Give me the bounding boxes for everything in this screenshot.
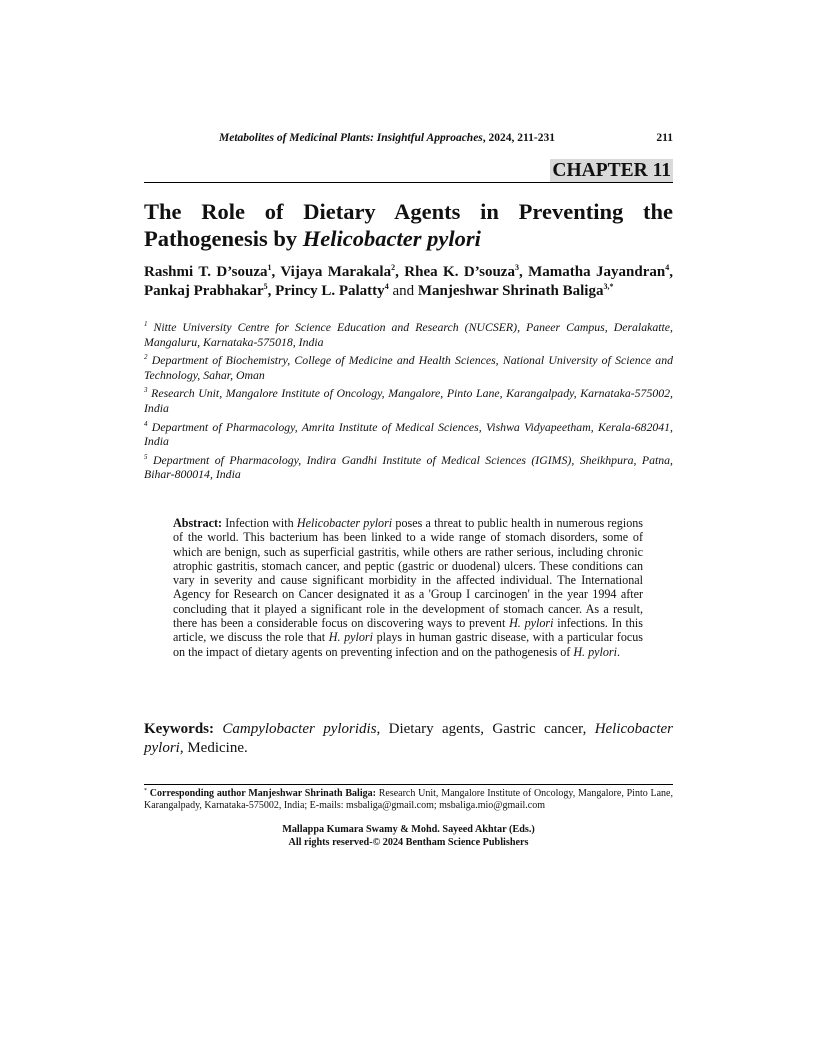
author: [280, 264, 404, 280]
author-affiliation-mark: 3,*: [603, 282, 614, 291]
author-affiliation-mark: 3: [514, 263, 519, 272]
affiliation: [144, 386, 673, 415]
keywords-heading: Keywords:: [144, 721, 214, 737]
title-line-1: The Role of Dietary Agents in Preventing the: [144, 199, 673, 224]
abstract-text: Infection with: [222, 516, 297, 530]
chapter-title: [144, 198, 673, 252]
editors-block: [144, 824, 673, 850]
affiliation-number: 1: [144, 320, 148, 328]
page-number: 211: [656, 132, 673, 144]
footnote-heading: Corresponding author Manjeshwar Shrinath Baliga:: [147, 788, 376, 799]
abstract-organism: H. pylori: [573, 644, 617, 659]
chapter-label: CHAPTER 11: [552, 160, 671, 181]
keyword-text: , Dietary agents, Gastric cancer,: [376, 721, 595, 737]
affiliation-number: 4: [144, 419, 148, 428]
journal-citation: [219, 131, 555, 145]
keyword: Campylobacter pyloridis: [222, 721, 377, 737]
abstract-text: poses a threat to public health in numerous regions of the world. This bacterium has been linked to a wide range of stomach disorders, some of which are benign, such as superficial gastritis, while others are rather serious, including chronic atrophic gastritis, stomach cancer, and peptic (gastric or duodenal) ulcers. These conditions can vary in severity and cause significant morbidity in the affected individual. The International Agency for Research on Cancer designated it as a 'Group I carcinogen' in the year 1994 after concluding that it played a significant role in the development of stomach cancer. As a result, there has been a considerable focus on discovering ways to prevent: [173, 516, 643, 631]
author-separator: ,: [669, 264, 673, 280]
abstract-organism: H. pylori: [509, 616, 554, 631]
affiliation-text: Department of Pharmacology, Indira Gandhi Institute of Medical Sciences (IGIMS), Sheikhpura, Patna, Bihar-800014, India: [144, 452, 674, 482]
author-name: Vijaya Marakala: [280, 264, 392, 280]
abstract-organism: H. pylori: [328, 630, 373, 645]
affiliation-number: 3: [144, 386, 148, 395]
author-separator: ,: [395, 264, 405, 280]
abstract-text: .: [617, 644, 621, 659]
author-name: Rashmi T. D’souza: [144, 264, 268, 280]
author-affiliation-mark: 1: [267, 263, 272, 272]
author: [275, 283, 392, 299]
affiliation-text: Department of Biochemistry, College of Medicine and Health Sciences, National University of Science and Technology, Sahar, Oman: [144, 353, 673, 382]
affiliation: [144, 420, 673, 449]
keyword-text: , Medicine.: [179, 739, 248, 756]
title-organism: Helicobacter pylori: [302, 226, 481, 251]
author: [404, 264, 528, 280]
authors-conjunction: and: [392, 283, 415, 299]
editors-names: Mallappa Kumara Swamy & Mohd. Sayeed Akhtar (Eds.): [282, 824, 535, 835]
author-name: Rhea K. D’souza: [404, 264, 515, 280]
affiliation-number: 2: [144, 353, 148, 362]
author-name: Mamatha Jayandran: [528, 264, 666, 280]
affiliation: [144, 320, 673, 349]
journal-name: Metabolites of Medicinal Plants: Insightful Approaches: [219, 132, 483, 144]
keyword: Helicobacter pylori: [144, 721, 673, 756]
title-line-2: [144, 226, 481, 251]
author-separator: ,: [271, 264, 281, 280]
affiliation-list: [144, 320, 673, 486]
author-affiliation-mark: 4: [384, 282, 389, 291]
abstract-organism: Helicobacter pylori: [296, 516, 393, 530]
affiliation: [144, 353, 673, 382]
keywords: [144, 720, 673, 757]
author-name: Manjeshwar Shrinath Baliga: [417, 283, 604, 299]
affiliation-text: Research Unit, Mangalore Institute of Oncology, Mangalore, Pinto Lane, Karangalpady, Karnataka-575002, India: [144, 386, 673, 415]
affiliation-number: 5: [144, 452, 148, 461]
title-line-2-text: Pathogenesis by: [144, 226, 303, 251]
abstract-text: plays in human gastric disease, with a particular focus on the impact of dietary agents on preventing infection and on the pathogenesis of: [173, 630, 643, 659]
abstract-text: infections. In this article, we discuss the role that: [173, 616, 643, 645]
journal-year-pages: , 2024, 211-231: [482, 132, 555, 144]
abstract: [173, 516, 643, 659]
affiliation-text: Department of Pharmacology, Amrita Institute of Medical Sciences, Vishwa Vidyapeetham, Kerala-682041, India: [144, 419, 673, 449]
author-name: Princy L. Palatty: [275, 283, 385, 299]
author-name: Pankaj Prabhakar: [144, 283, 264, 299]
footnote-mark: *: [144, 788, 147, 794]
author-list: [144, 263, 673, 301]
author: [144, 264, 280, 280]
abstract-heading: Abstract:: [173, 516, 223, 530]
footnote-text: Research Unit, Mangalore Institute of Oncology, Mangalore, Pinto Lane, Karangalpady, Karnataka-575002, India; E-mails: msbaliga@gmail.com; msbaliga.mio@gmail.com: [144, 788, 673, 812]
corresponding-author-footnote: [144, 788, 673, 813]
copyright-line: All rights reserved-© 2024 Bentham Science Publishers: [288, 836, 529, 848]
author: [418, 283, 614, 299]
chapter-divider: [144, 182, 673, 183]
author-affiliation-mark: 4: [665, 263, 670, 272]
author-affiliation-mark: 5: [263, 282, 268, 291]
author-affiliation-mark: 2: [391, 263, 396, 272]
author: [528, 264, 673, 280]
footnote-divider: [144, 784, 673, 785]
affiliation-text: Nitte University Centre for Science Education and Research (NUCSER), Paneer Campus, Deralakatte, Mangaluru, Karnataka-575018, India: [144, 320, 673, 349]
author-separator: ,: [267, 283, 276, 299]
author-separator: ,: [518, 264, 529, 280]
affiliation: [144, 453, 673, 482]
author: [144, 283, 275, 299]
